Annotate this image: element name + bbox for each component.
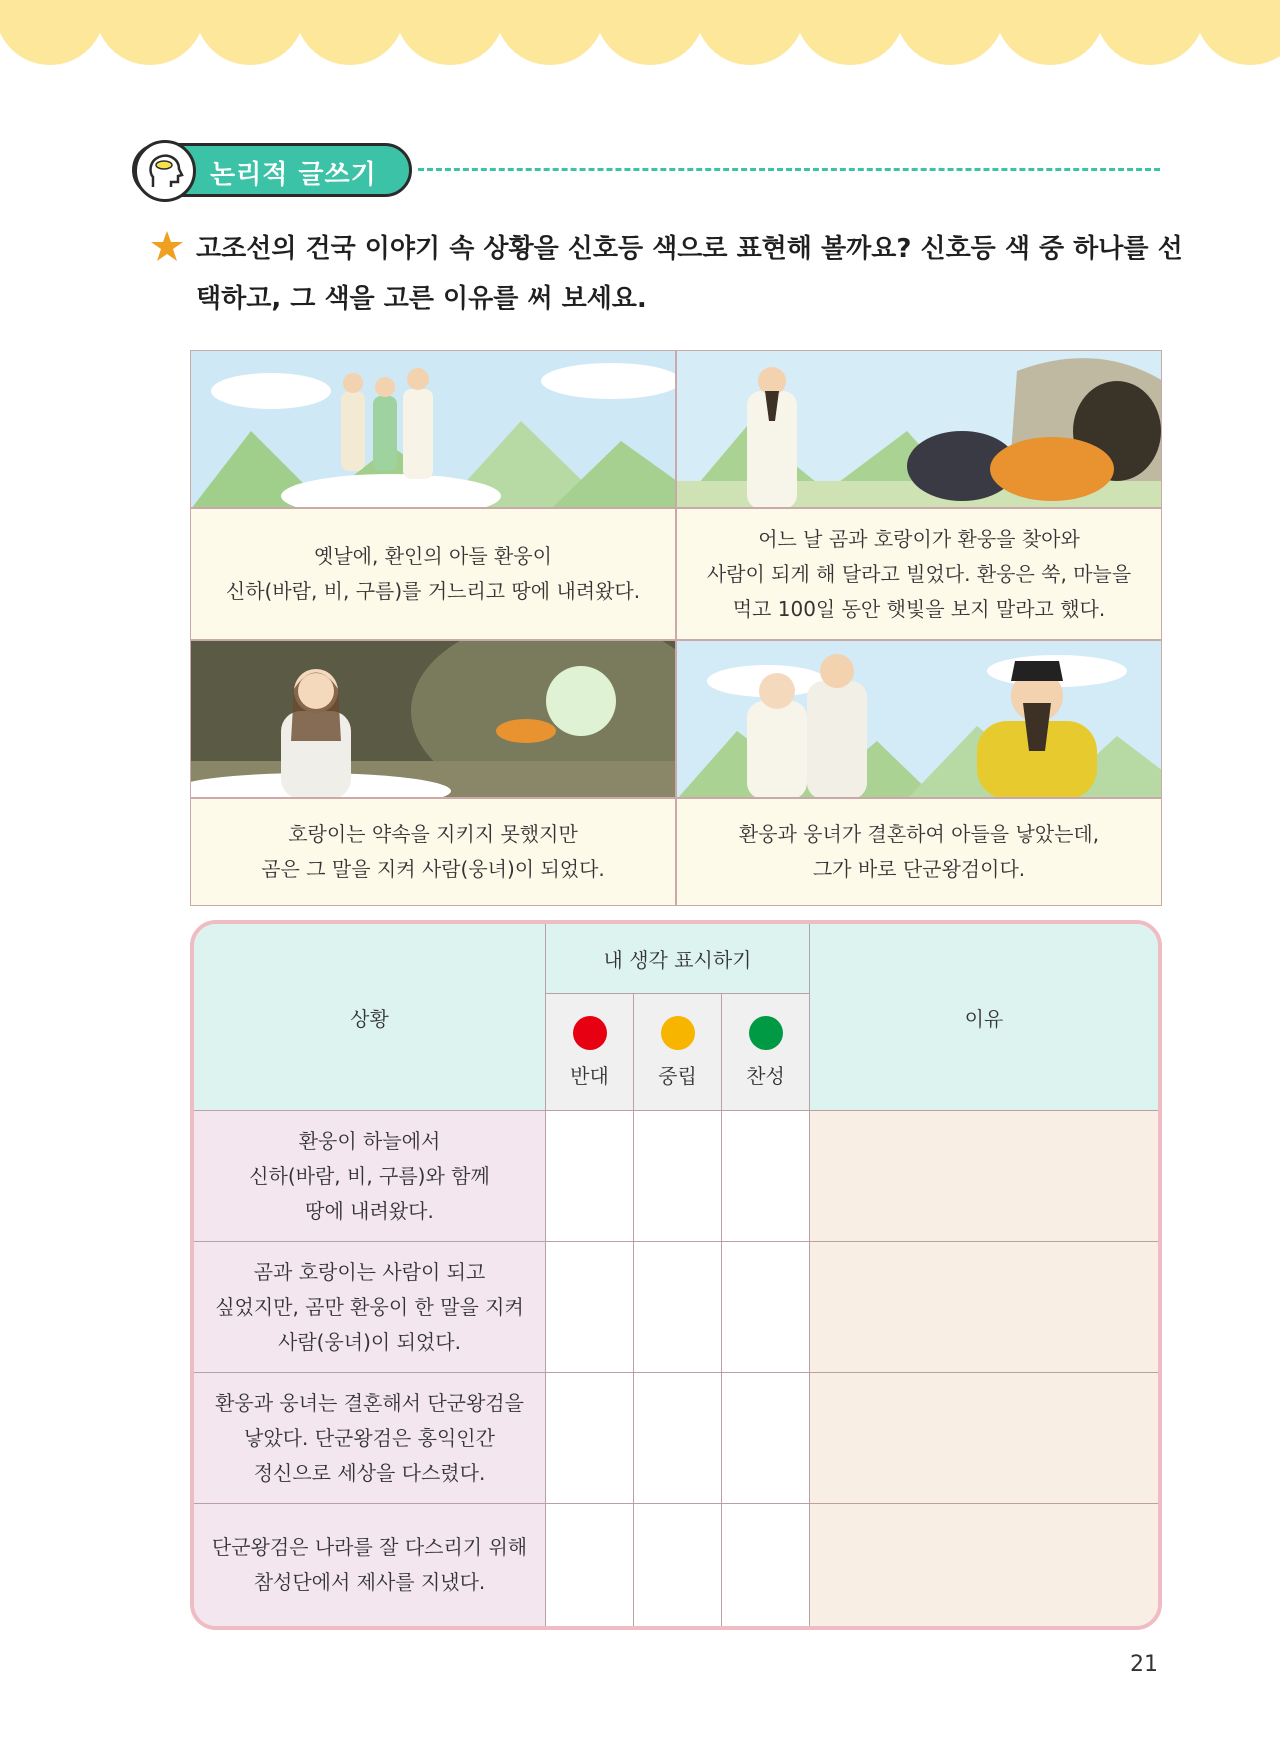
comic-caption-3: 호랑이는 약속을 지키지 못했지만 곰은 그 말을 지켜 사람(웅녀)이 되었다.	[190, 798, 676, 906]
situation-row-4: 단군왕검은 나라를 잘 다스리기 위해 참성단에서 제사를 지냈다.	[194, 1504, 546, 1626]
green-light-icon	[749, 1016, 783, 1050]
mark-cell-oppose[interactable]	[546, 1373, 634, 1504]
reason-field[interactable]	[810, 1111, 1158, 1242]
situation-row-2: 곰과 호랑이는 사람이 되고 싶었지만, 곰만 환웅이 한 말을 지켜 사람(웅녀)이 되었다.	[194, 1242, 546, 1373]
option-oppose	[546, 994, 634, 1111]
mark-cell-neutral[interactable]	[634, 1242, 722, 1373]
reason-field[interactable]	[810, 1373, 1158, 1504]
page-number: 21	[1130, 1652, 1158, 1677]
mark-cell-neutral[interactable]	[634, 1504, 722, 1626]
star-icon	[150, 230, 184, 264]
mark-cell-neutral[interactable]	[634, 1111, 722, 1242]
yellow-light-icon	[661, 1016, 695, 1050]
scallop-border	[0, 0, 1280, 70]
mark-cell-agree[interactable]	[722, 1504, 810, 1626]
mark-cell-agree[interactable]	[722, 1111, 810, 1242]
option-label: 반대	[570, 1063, 609, 1088]
comic-strip	[190, 350, 1162, 906]
comic-caption-4: 환웅과 웅녀가 결혼하여 아들을 낳았는데, 그가 바로 단군왕검이다.	[676, 798, 1162, 906]
header-mark: 내 생각 표시하기	[546, 924, 810, 994]
mark-cell-agree[interactable]	[722, 1242, 810, 1373]
option-agree	[722, 994, 810, 1111]
comic-panel-image-2	[676, 350, 1162, 508]
mark-cell-oppose[interactable]	[546, 1242, 634, 1373]
response-table	[190, 920, 1162, 1630]
mark-cell-oppose[interactable]	[546, 1504, 634, 1626]
section-divider	[418, 168, 1160, 171]
reason-field[interactable]	[810, 1242, 1158, 1373]
mark-cell-agree[interactable]	[722, 1373, 810, 1504]
brain-head-icon	[134, 140, 196, 202]
situation-row-1: 환웅이 하늘에서 신하(바람, 비, 구름)와 함께 땅에 내려왔다.	[194, 1111, 546, 1242]
header-reason: 이유	[810, 924, 1158, 1111]
mark-cell-neutral[interactable]	[634, 1373, 722, 1504]
comic-panel-image-3	[190, 640, 676, 798]
comic-panel-image-1	[190, 350, 676, 508]
question-text: 고조선의 건국 이야기 속 상황을 신호등 색으로 표현해 볼까요? 신호등 색 중 하나를 선택하고, 그 색을 고른 이유를 써 보세요.	[196, 234, 1183, 314]
comic-caption-2: 어느 날 곰과 호랑이가 환웅을 찾아와 사람이 되게 해 달라고 빌었다. 환웅은 쑥, 마늘을 먹고 100일 동안 햇빛을 보지 말라고 했다.	[676, 508, 1162, 640]
reason-field[interactable]	[810, 1504, 1158, 1626]
option-neutral	[634, 994, 722, 1111]
section-title: 논리적 글쓰기	[210, 160, 377, 190]
comic-panel-image-4	[676, 640, 1162, 798]
red-light-icon	[573, 1016, 607, 1050]
situation-row-3: 환웅과 웅녀는 결혼해서 단군왕검을 낳았다. 단군왕검은 홍익인간 정신으로 세상을 다스렸다.	[194, 1373, 546, 1504]
option-label: 찬성	[746, 1063, 785, 1088]
comic-caption-1: 옛날에, 환인의 아들 환웅이 신하(바람, 비, 구름)를 거느리고 땅에 내려왔다.	[190, 508, 676, 640]
header-situation: 상황	[194, 924, 546, 1111]
mark-cell-oppose[interactable]	[546, 1111, 634, 1242]
option-label: 중립	[658, 1063, 697, 1088]
